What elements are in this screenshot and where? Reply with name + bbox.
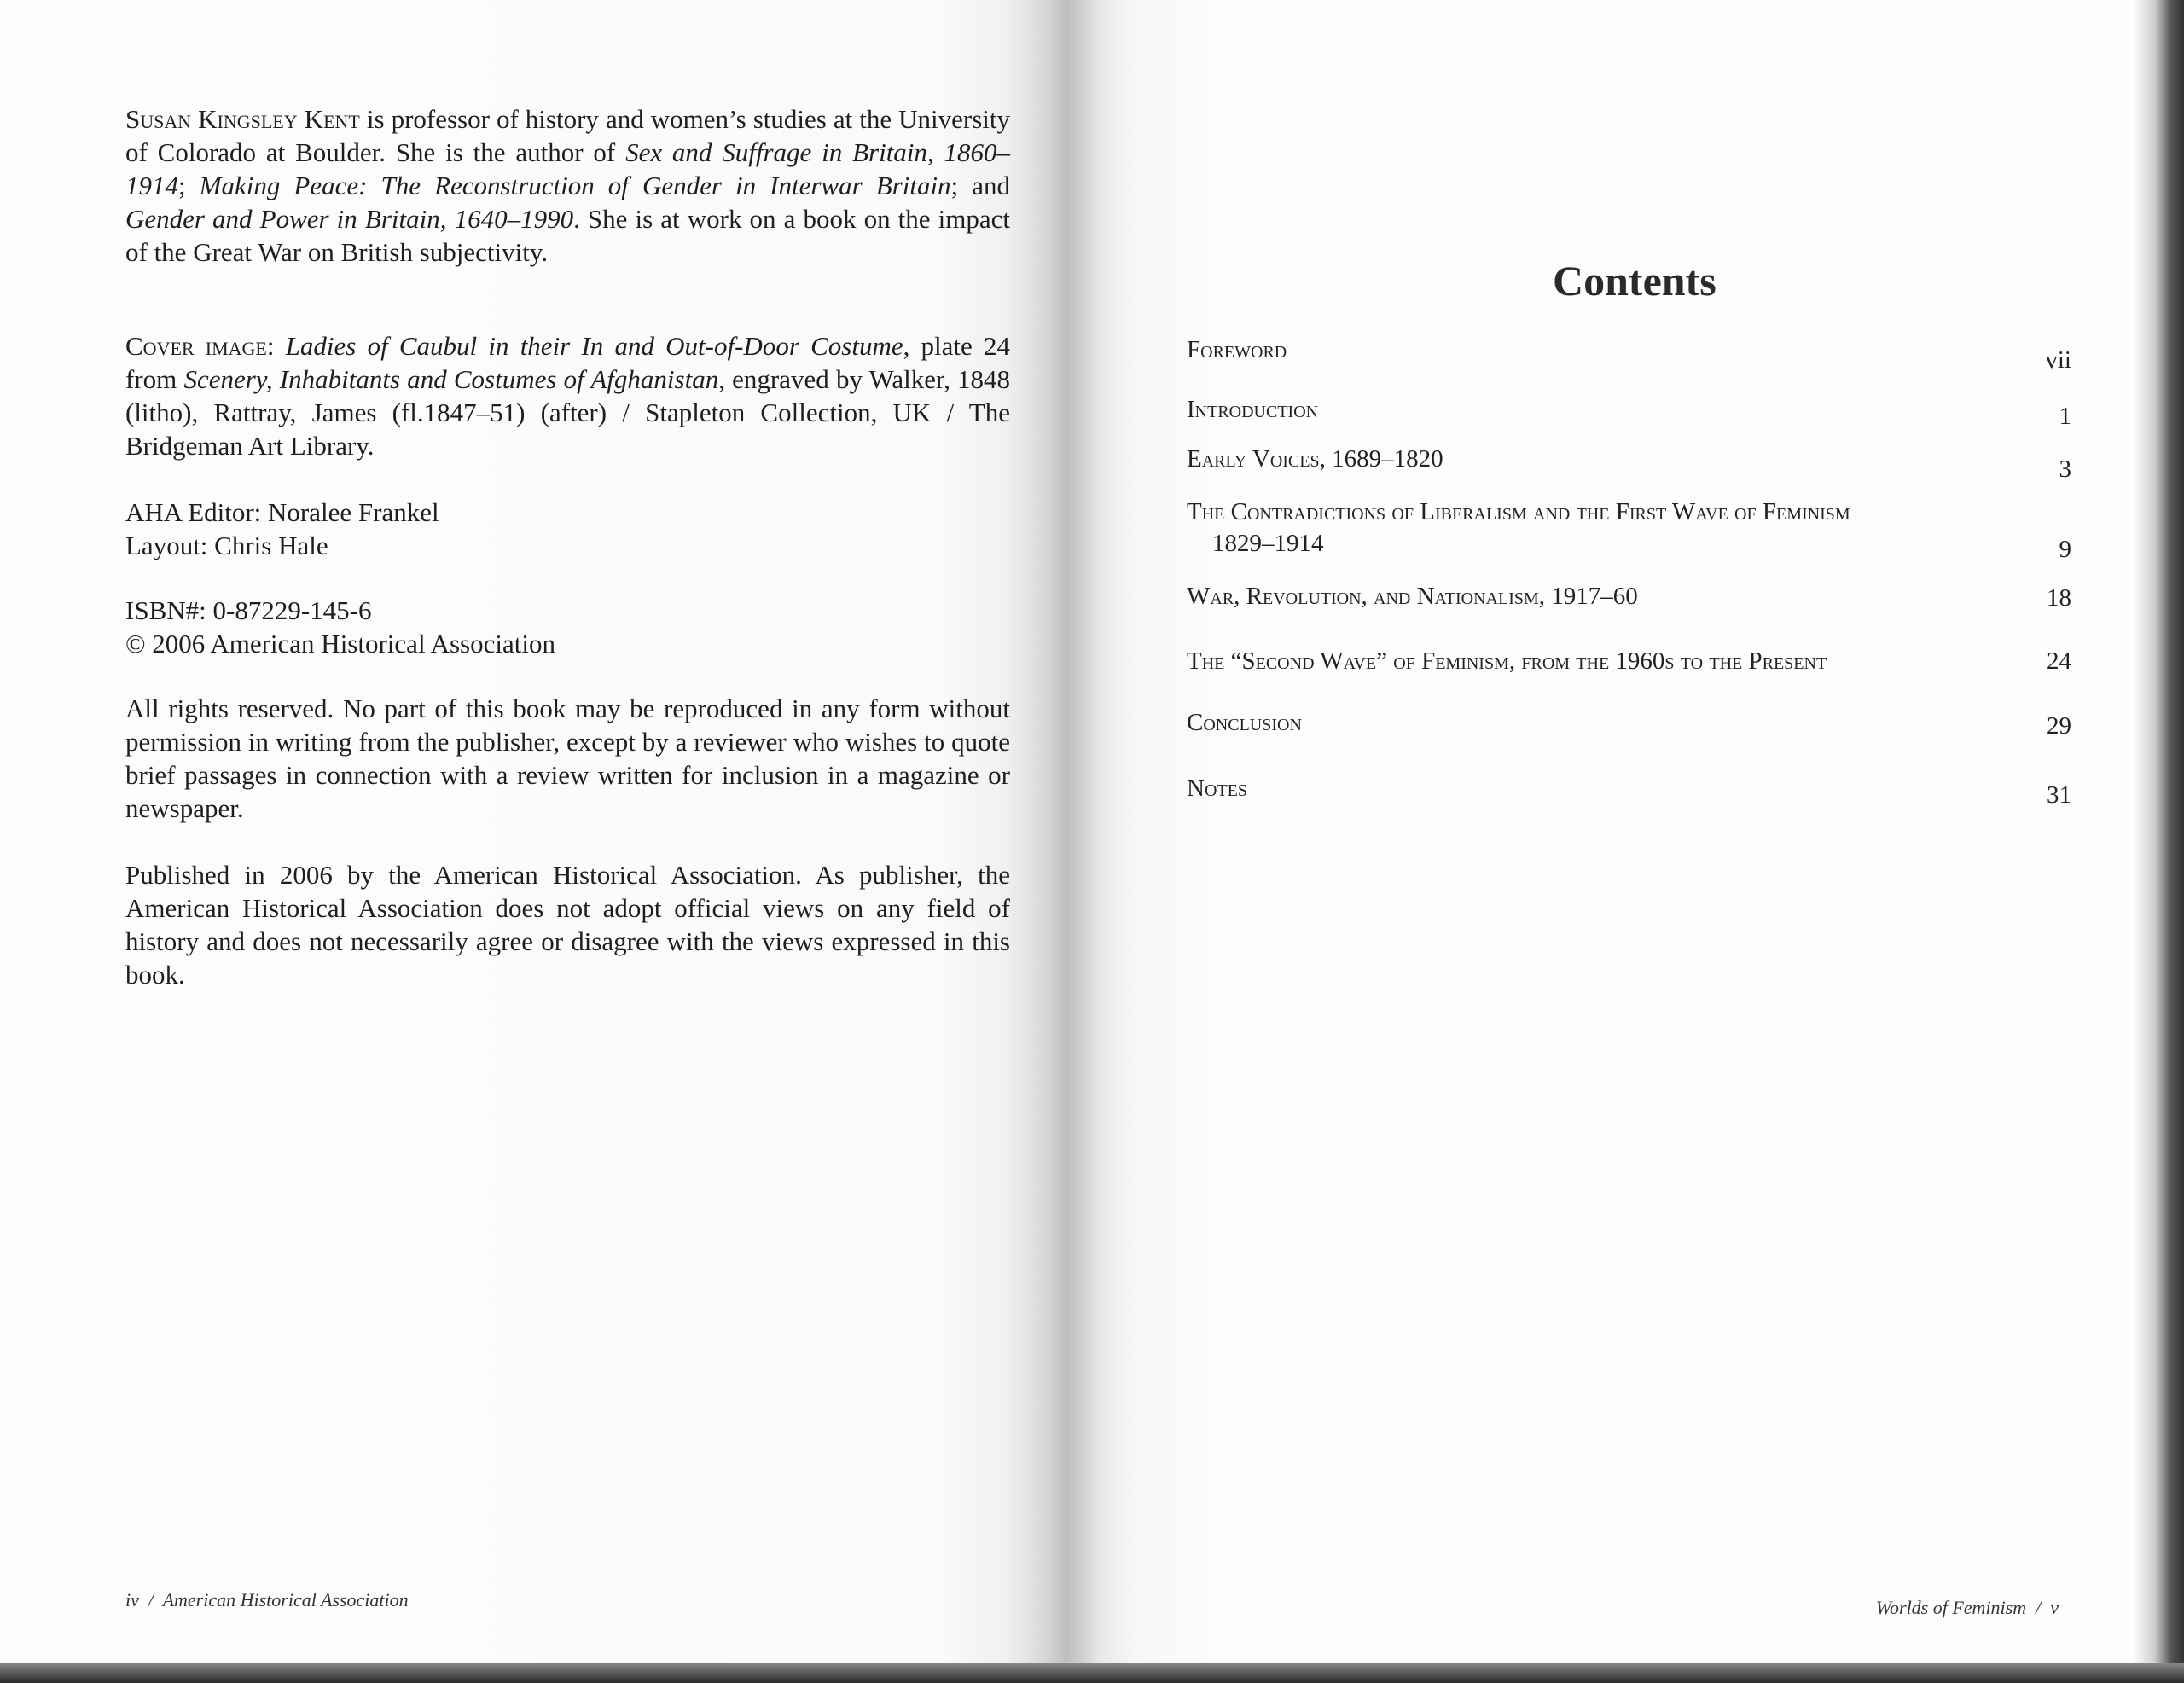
book-title: Gender and Power in Britain, 1640–1990 [125,204,574,234]
toc-label: Foreword [1187,336,1287,363]
toc-label: Early Voices, 1689–1820 [1187,445,1443,473]
toc-entry [1187,334,2071,374]
author-bio [125,102,1010,269]
book-title: Making Peace: The Reconstruction of Gender in Interwar Britain [199,171,951,200]
toc-label-years: 1829–1914 [1212,530,1324,557]
toc-entry [1187,394,2071,430]
cover-text: , plate 24 from [125,331,1010,394]
toc-label: Introduction [1187,396,1319,423]
layout-line: Layout: Chris Hale [125,531,328,560]
contents-title: Contents [1553,257,1716,305]
toc-entry [1187,646,2071,677]
toc-page: vii [2045,346,2071,374]
toc-entry [1187,581,2071,612]
toc-page: 31 [2047,781,2071,809]
scan-edge [0,1663,2184,1683]
bio-text: is professor of history and women’s studies at the University of Colorado at Boulder. She is the author of [125,104,1010,167]
book-title: Sex and Suffrage in Britain, 1860–1914 [125,137,1010,200]
toc-label: The “Second Wave” of Feminism, from the 1960s to the Present [1187,647,1827,675]
published-paragraph: Published in 2006 by the American Historical Association. As publisher, the American Historical Association does not adopt official views on any field of history and does not necessarily agree or disagree with the views expressed in this book. [125,860,1010,989]
toc-entry [1187,496,2071,563]
cover-label: Cover image: [125,331,275,361]
editor-line: AHA Editor: Noralee Frankel [125,497,439,527]
cover-credit [125,329,1010,462]
rights-paragraph: All rights reserved. No part of this book may be reproduced in any form without permission in writing from the publisher, except by a reviewer who wishes to quote brief passages in connection with a review written for inclusion in a magazine or newspaper. [125,694,1010,823]
toc-page: 1 [2059,403,2071,430]
isbn-line: ISBN#: 0-87229-145-6 [125,595,372,625]
toc-entry [1187,707,2071,739]
left-footer: iv / American Historical Association [125,1589,409,1610]
cover-source: Scenery, Inhabitants and Costumes of Afghanistan [183,364,719,394]
bio-text: ; and [950,171,1010,200]
toc-label: War, Revolution, and Nationalism, 1917–60 [1187,583,1638,610]
toc-label: The Contradictions of Liberalism and the First Wave of Feminism [1187,498,1850,525]
toc-label: Conclusion [1187,709,1302,736]
toc-page: 9 [2059,536,2071,563]
toc-page: 29 [2047,712,2071,740]
cover-text: , engraved by Walker, 1848 (litho), Rattray, James (fl.1847–51) (after) / Stapleton Collection, UK / The Bridgeman Art Library. [125,364,1010,461]
toc-entry [1187,444,2071,483]
copyright-line: © 2006 American Historical Association [125,629,555,659]
toc-page: 18 [2047,584,2071,612]
author-name: Susan Kingsley Kent [125,104,360,134]
right-footer: Worlds of Feminism / v [1875,1597,2059,1618]
toc-entry [1187,773,2071,809]
bio-text: ; [178,171,200,200]
bio-text: . She is at work on a book on the impact of the Great War on British subjectivity. [125,204,1011,267]
toc-page: 24 [2047,647,2071,675]
cover-title: Ladies of Caubul in their In and Out-of-Door Costume [274,331,903,361]
toc-label: Notes [1187,775,1247,802]
toc-page: 3 [2059,456,2071,483]
